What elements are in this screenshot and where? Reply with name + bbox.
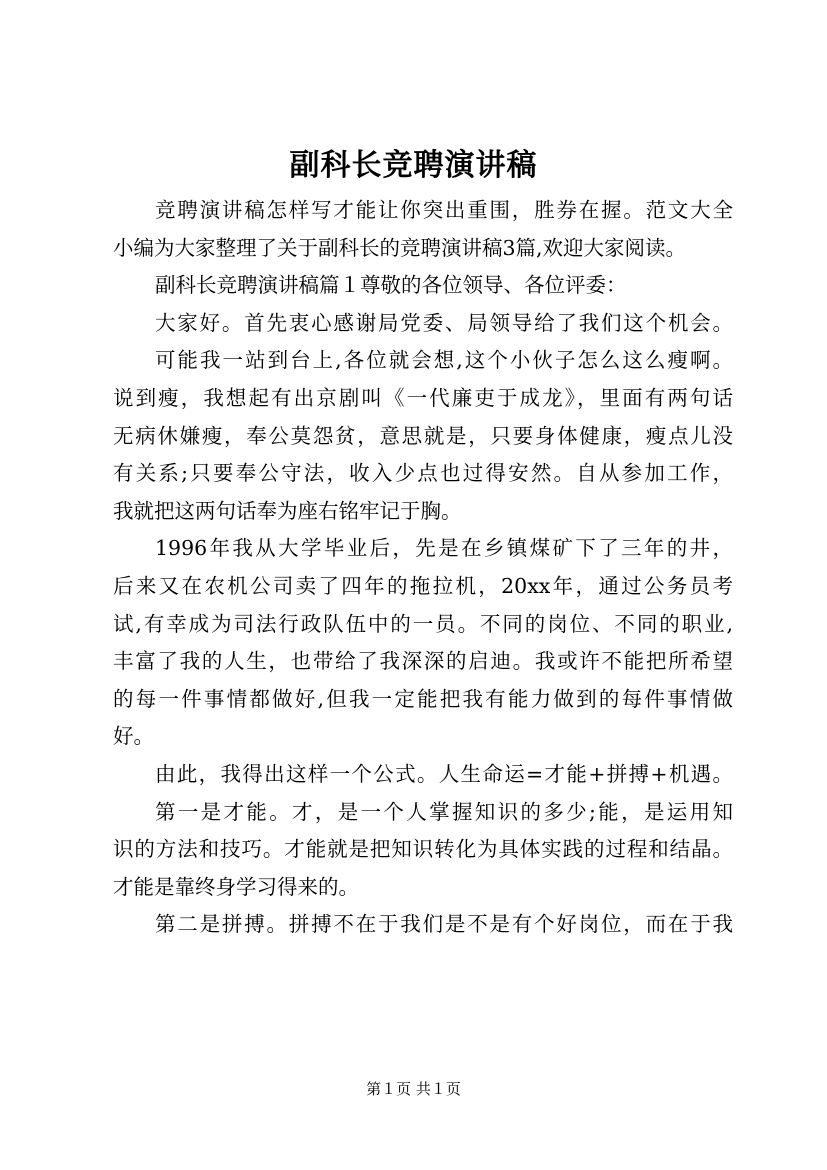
paragraph-line: 有关系;只要奉公守法，收入少点也过得安然。自从参加工作，: [113, 461, 733, 486]
document-body: [113, 192, 733, 944]
paragraph-line: 识的方法和技巧。才能就是把知识转化为具体实践的过程和结晶。: [113, 837, 733, 862]
page-footer: 第１页 共１页: [366, 1080, 461, 1098]
paragraph-line: 后来又在农机公司卖了四年的拖拉机，20xx年，通过公务员考: [113, 573, 733, 598]
paragraph-line: 由此，我得出这样一个公式。人生命运=才能+拼搏+机遇。: [155, 761, 733, 786]
paragraph-line: 说到瘦，我想起有出京剧叫《一代廉吏于成龙》，里面有两句话: [113, 385, 733, 410]
paragraph-line: 第一是才能。才，是一个人掌握知识的多少;能，是运用知: [155, 799, 733, 824]
paragraph-line: 无病休嫌瘦，奉公莫怨贫，意思就是，只要身体健康，瘦点儿没: [113, 423, 733, 448]
paragraph-line: 第二是拼搏。拼搏不在于我们是不是有个好岗位，而在于我: [155, 912, 733, 937]
paragraph-line: 1996年我从大学毕业后，先是在乡镇煤矿下了三年的井，: [155, 536, 733, 561]
paragraph-line: 副科长竞聘演讲稿篇１尊敬的各位领导、各位评委：: [155, 273, 627, 298]
paragraph-line: 试,有幸成为司法行政队伍中的一员。不同的岗位、不同的职业,: [113, 611, 733, 636]
paragraph-line: 大家好。首先衷心感谢局党委、局领导给了我们这个机会。: [155, 310, 733, 335]
paragraph-line: 好。: [113, 724, 154, 749]
paragraph-line: 的每一件事情都做好,但我一定能把我有能力做到的每件事情做: [113, 686, 733, 711]
paragraph-line: 可能我一站到台上,各位就会想,这个小伙子怎么这么瘦啊。: [155, 348, 733, 373]
paragraph-line: 小编为大家整理了关于副科长的竞聘演讲稿3篇,欢迎大家阅读。: [113, 235, 687, 260]
paragraph-line: 竞聘演讲稿怎样写才能让你突出重围，胜券在握。范文大全: [155, 198, 733, 222]
paragraph-line: 丰富了我的人生，也带给了我深深的启迪。我或许不能把所希望: [113, 649, 733, 674]
paragraph-line: 才能是靠终身学习得来的。: [113, 874, 359, 899]
document-title: 副科长竞聘演讲稿: [289, 148, 538, 183]
paragraph-line: 我就把这两句话奉为座右铭牢记于胸。: [113, 498, 462, 523]
